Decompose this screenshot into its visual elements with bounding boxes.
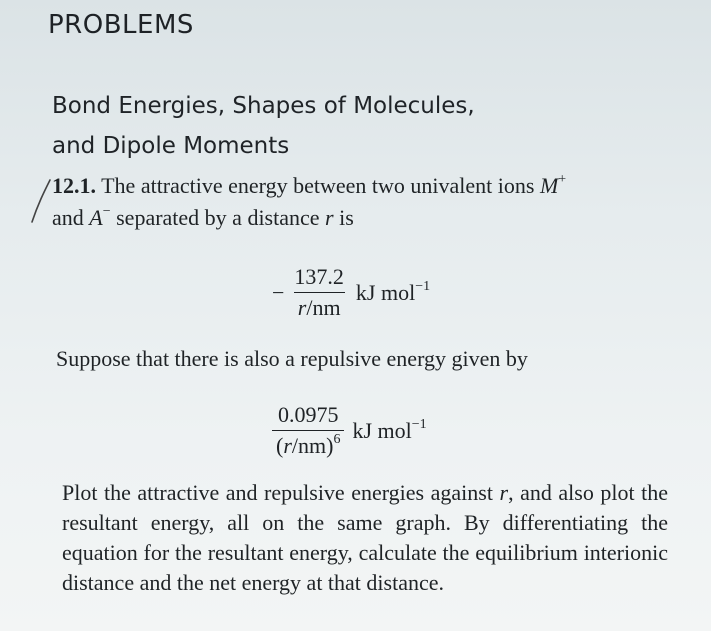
repulsive-energy-formula [272, 402, 427, 459]
repulsive-denominator [272, 430, 344, 459]
attractive-denominator [294, 292, 345, 321]
problem-and: and [52, 205, 84, 230]
subsection-title-line-1: Bond Energies, Shapes of Molecules, [52, 93, 475, 119]
repulsive-unit-text: kJ mol [352, 417, 412, 443]
problem-text-c: is [339, 205, 354, 230]
repulsive-denominator-var: r [283, 433, 292, 458]
variable-r: r [325, 205, 334, 230]
attractive-unit [356, 280, 430, 306]
instructions-paragraph [62, 478, 668, 598]
repulsive-denominator-unit: /nm) [291, 433, 334, 458]
instructions-text-a: Plot the attractive and repulsive energies against [62, 480, 493, 505]
problem-text-a: The attractive energy between two univalent ions [101, 173, 535, 198]
ion-m-charge: + [558, 172, 567, 187]
attractive-unit-text: kJ mol [355, 279, 416, 305]
repulsive-numerator: 0.0975 [277, 402, 339, 427]
section-header: PROBLEMS [48, 10, 194, 40]
instructions-variable-r: r [499, 480, 509, 505]
ion-m: M [539, 173, 559, 198]
attractive-denominator-unit: /nm [306, 295, 341, 320]
repulsive-fraction [272, 402, 344, 459]
subsection-title-line-2: and Dipole Moments [52, 133, 290, 159]
repulsive-unit [352, 418, 426, 444]
formula-minus-sign: − [272, 279, 285, 305]
attractive-denominator-var: r [297, 295, 307, 320]
problem-statement [52, 170, 672, 234]
repulsive-unit-exp: −1 [411, 416, 427, 432]
problem-number: 12.1. [52, 173, 96, 198]
repulsive-denominator-exp: 6 [333, 432, 341, 447]
repulsive-denominator-open: ( [276, 433, 284, 458]
attractive-fraction [290, 264, 348, 321]
ion-a-charge: − [102, 204, 111, 219]
ion-a: A [89, 205, 103, 230]
attractive-energy-formula [272, 264, 430, 321]
attractive-numerator: 137.2 [294, 264, 344, 289]
subsection-title [52, 86, 475, 166]
instructions-text-b: , and also plot the resultant energy, all on the same graph. By differentiating the equation for the resultant energy, calculate the equilibrium interionic distance and the net energy at that distance. [62, 480, 668, 595]
attractive-unit-exp: −1 [415, 278, 431, 294]
problem-text-b: separated by a distance [116, 205, 320, 230]
repulsive-intro: Suppose that there is also a repulsive energy given by [56, 346, 528, 371]
